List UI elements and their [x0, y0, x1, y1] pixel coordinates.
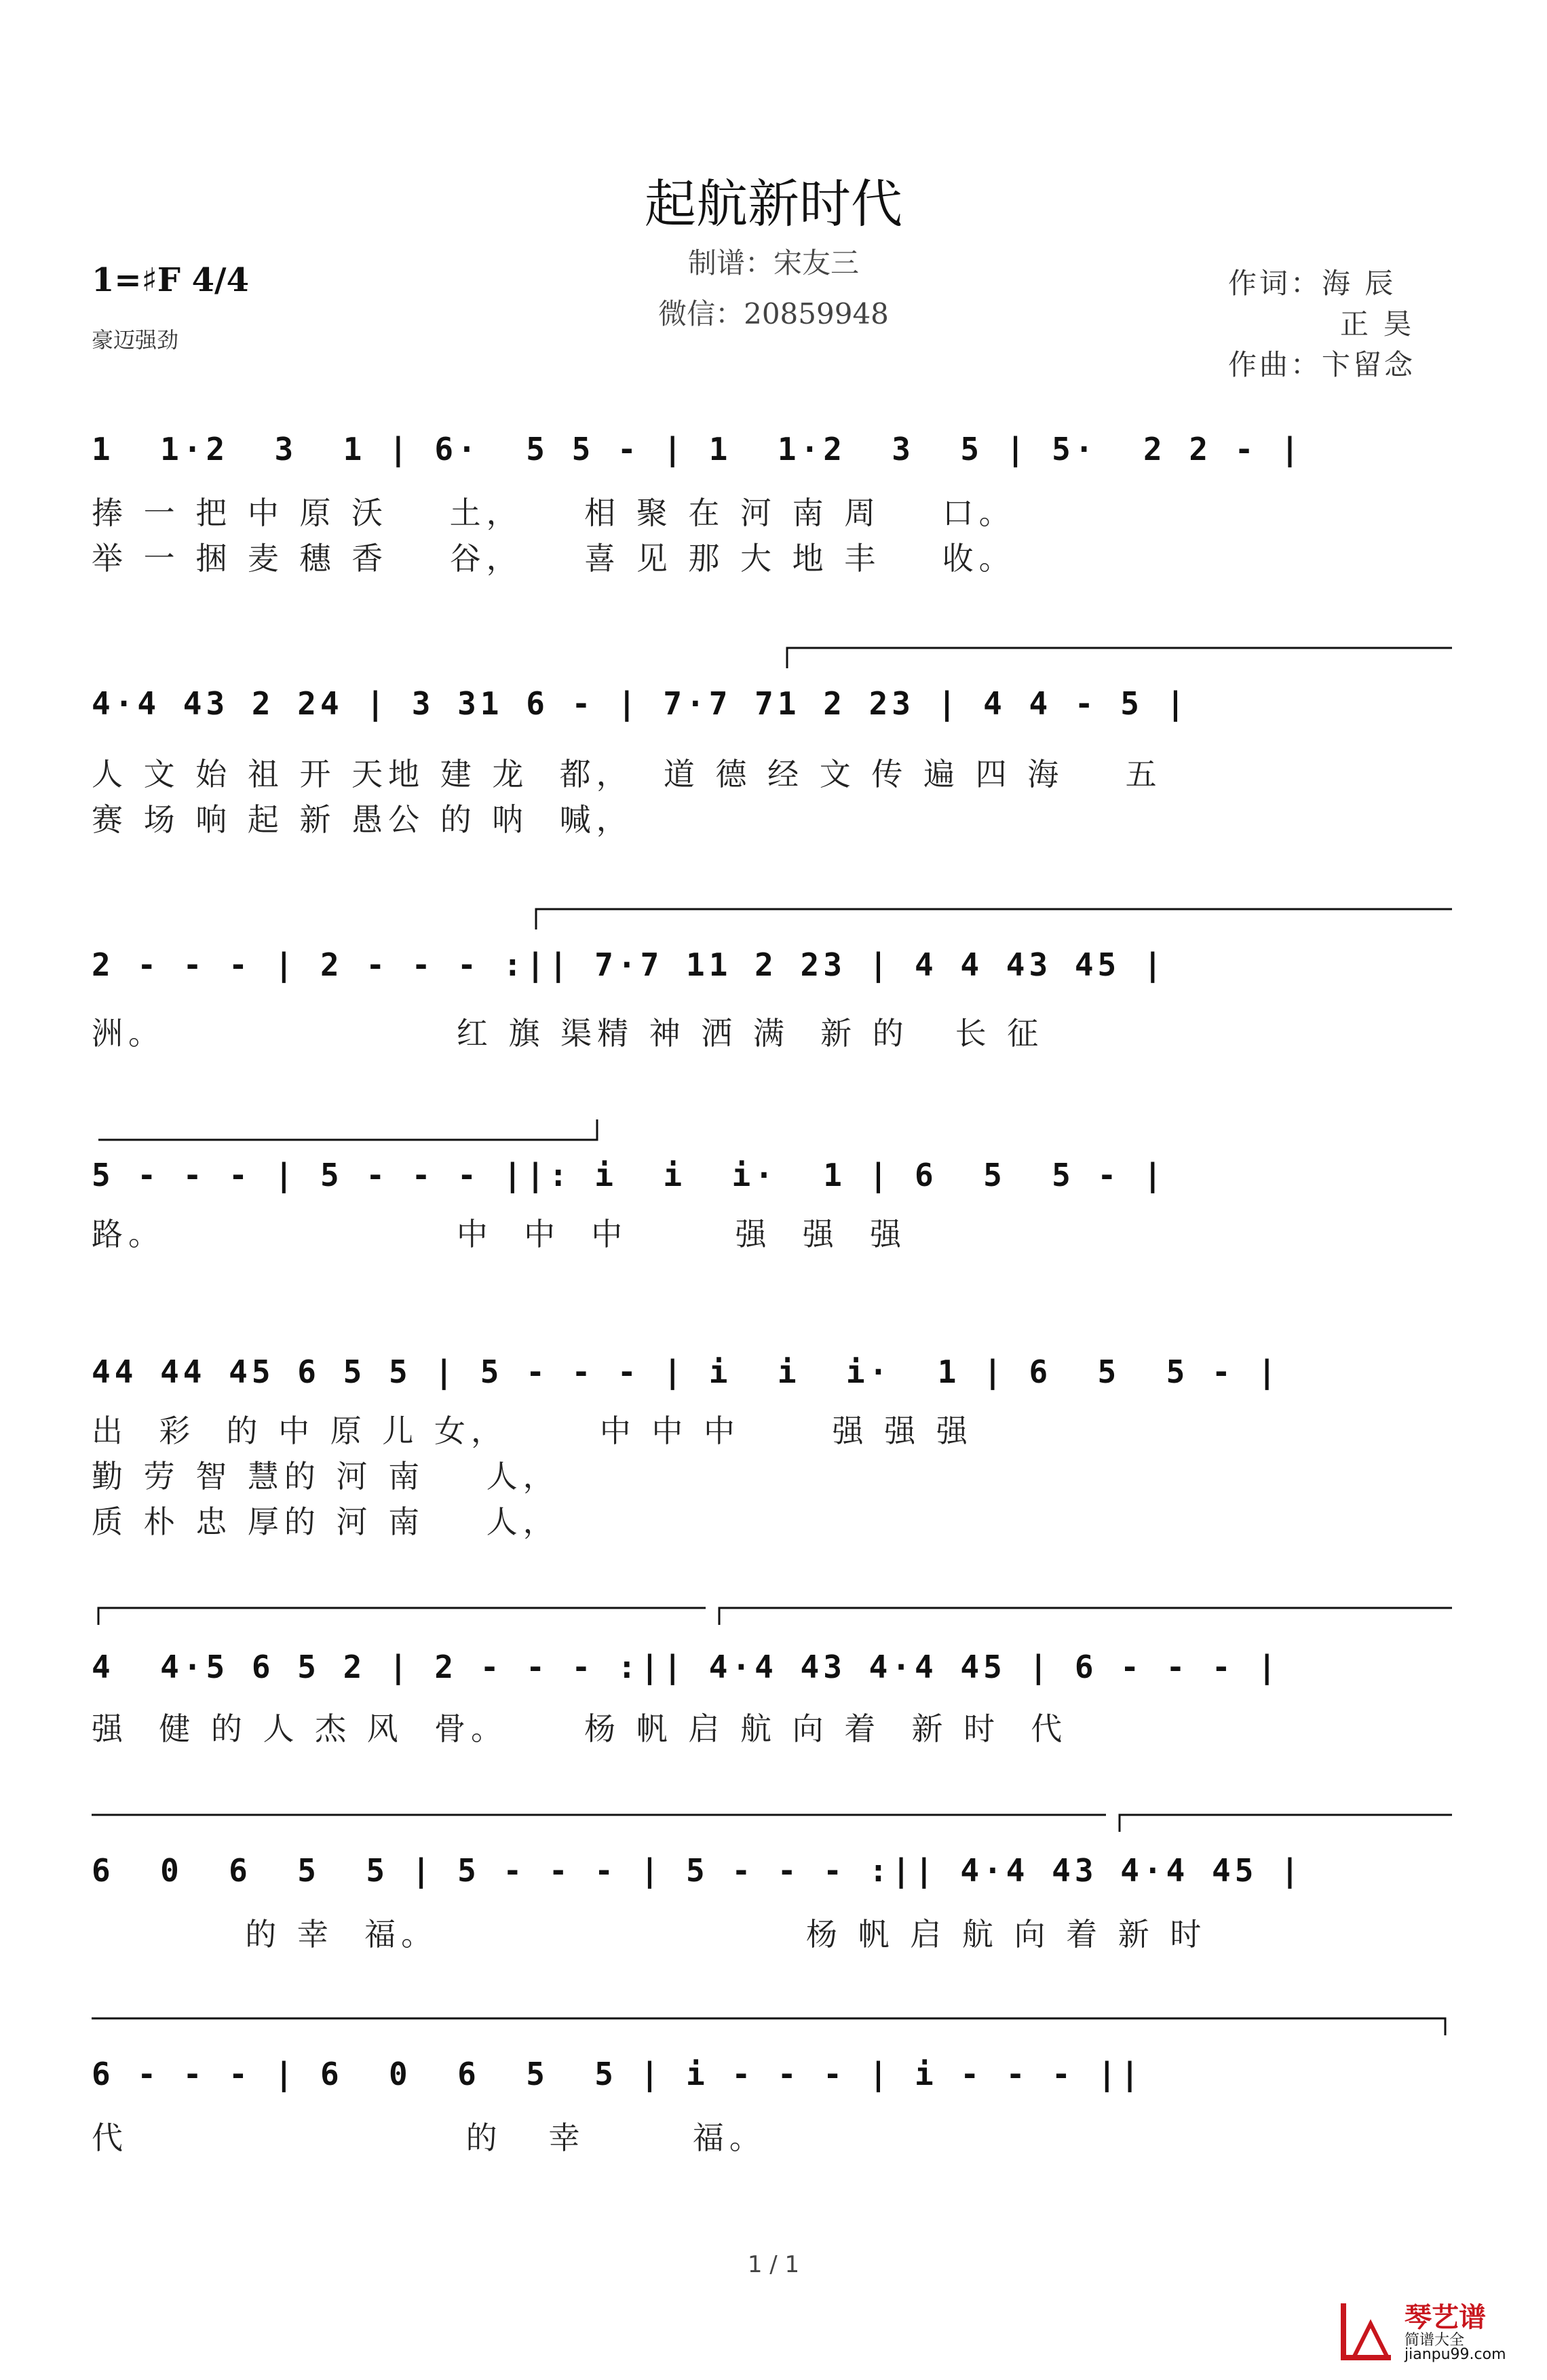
- key-signature: 1=♯F 4/4: [92, 261, 249, 299]
- lyric-verse-1: 的 幸 福。 杨 帆 启 航 向 着 新 时: [92, 1916, 1207, 1953]
- lyric-verse-2: 勤 劳 智 慧的 河 南 人，: [92, 1458, 560, 1495]
- lyricist: 作词：海 辰: [1228, 267, 1396, 300]
- tempo-marking: 豪迈强劲: [92, 327, 179, 353]
- lyric-verse-1: 路。 中 中 中 强 强 强: [92, 1216, 907, 1252]
- phrase-bracket-c: [92, 2018, 1445, 2035]
- notation-line: 44 44 45 6 5 5 | 5 - - - | i i i· 1 | 6 5 5 - |: [92, 1354, 1281, 1390]
- notation-line: 4 4·5 6 5 2 | 2 - - - :|| 4·4 43 4·4 45 | 6 - - - |: [92, 1649, 1281, 1685]
- phrase-bracket: [98, 1119, 597, 1140]
- lyric-verse-2: 举 一 捆 麦 穗 香 谷， 喜 见 那 大 地 丰 收。: [92, 540, 1016, 577]
- lyric-verse-2: 赛 场 响 起 新 愚公 的 呐 喊，: [92, 801, 633, 838]
- coda-bracket: [1120, 1815, 1452, 1832]
- notation-line: 6 - - - | 6 0 6 5 5 | i - - - | i - - - ||: [92, 2056, 1143, 2092]
- lyric-verse-1: 出 彩 的 中 原 儿 女， 中 中 中 强 强 强: [92, 1413, 973, 1449]
- wechat: 微信：20859948: [658, 297, 889, 330]
- watermark-brand: 琴艺谱: [1405, 2302, 1486, 2333]
- volta-2-bracket-b: [719, 1608, 1452, 1625]
- lyric-verse-1: 人 文 始 祖 开 天地 建 龙 都， 道 德 经 文 传 遍 四 海 五: [92, 756, 1162, 792]
- score-title: 起航新时代: [645, 174, 902, 234]
- volta-2-bracket: [536, 909, 1452, 929]
- lyricist-2: 正 昊: [1340, 307, 1415, 341]
- lyric-verse-3: 质 朴 忠 厚的 河 南 人，: [92, 1503, 560, 1540]
- volta-1-bracket-b: [98, 1608, 706, 1625]
- lyric-verse-1: 代 的 幸 福。: [92, 2119, 766, 2156]
- watermark-logo: [1330, 2293, 1533, 2368]
- arranger: 制谱：宋友三: [687, 246, 859, 280]
- watermark-url: jianpu99.com: [1405, 2346, 1506, 2363]
- lyric-verse-1: 洲。 红 旗 渠精 神 洒 满 新 的 长 征: [92, 1015, 1044, 1052]
- notation-line: 2 - - - | 2 - - - :|| 7·7 11 2 23 | 4 4 43 45 |: [92, 946, 1166, 983]
- lyric-verse-1: 强 健 的 人 杰 风 骨。 杨 帆 启 航 向 着 新 时 代: [92, 1710, 1068, 1747]
- watermark-line1: 简谱大全: [1405, 2332, 1465, 2349]
- page-number: 1 / 1: [747, 2251, 800, 2278]
- piano-logo-icon: [1330, 2293, 1398, 2368]
- lyric-verse-1: 捧 一 把 中 原 沃 土， 相 聚 在 河 南 周 口。: [92, 495, 1016, 531]
- notation-line: 5 - - - | 5 - - - ||: i i i· 1 | 6 5 5 - |: [92, 1157, 1166, 1193]
- notation-line: 6 0 6 5 5 | 5 - - - | 5 - - - :|| 4·4 43 4·4 45 |: [92, 1852, 1303, 1889]
- volta-1-bracket: [787, 648, 1452, 668]
- notation-line: 1 1·2 3 1 | 6· 5 5 - | 1 1·2 3 5 | 5· 2 2 - |: [92, 431, 1303, 467]
- composer: 作曲：卞留念: [1228, 348, 1416, 381]
- notation-line: 4·4 43 2 24 | 3 31 6 - | 7·7 71 2 23 | 4 4 - 5 |: [92, 685, 1189, 722]
